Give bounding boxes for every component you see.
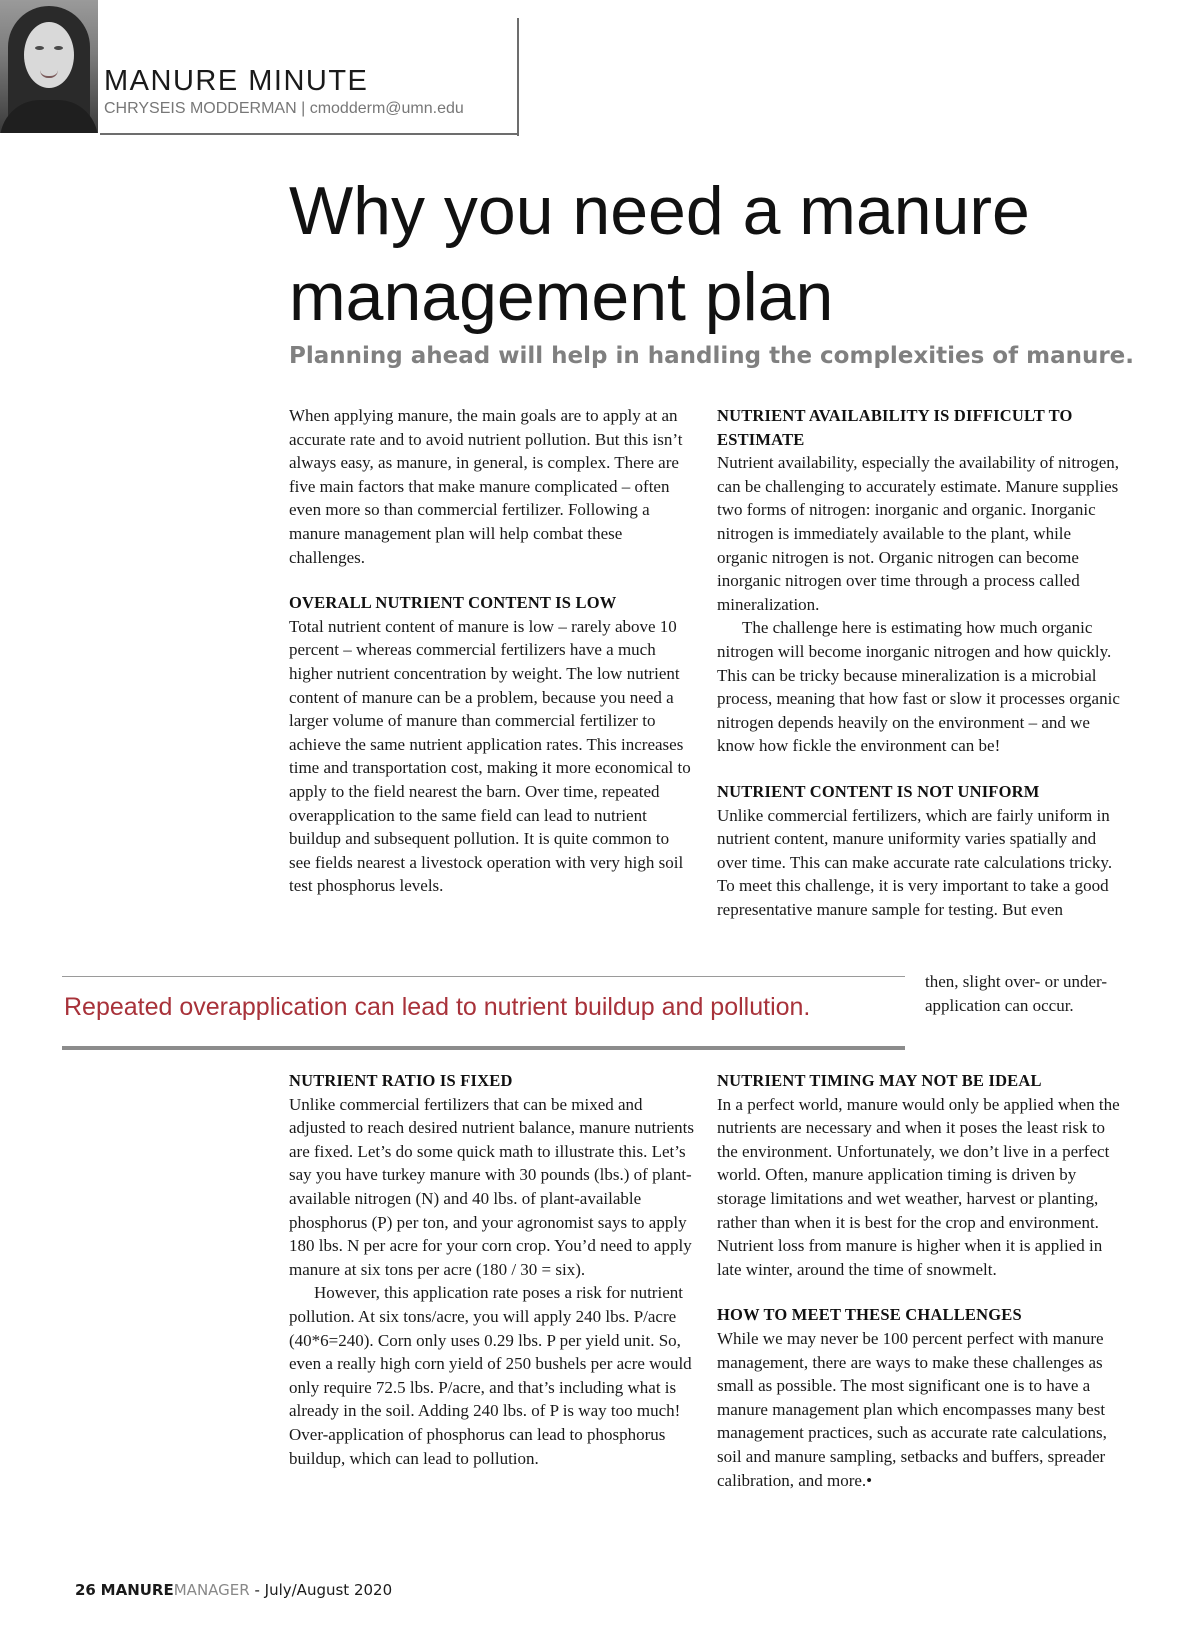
section-body-not-uniform: Unlike commercial fertilizers, which are fairly uniform in nutrient content, manure uniformity varies spatially and over time. This can make accurate rate calculations tricky. To meet this challenge, it is very important to take a good representative manure sample for testing. But even <box>717 805 1113 919</box>
section-body-content-low: Total nutrient content of manure is low – rarely above 10 percent – whereas commercial fertilizers have a much higher nutrient concentration by weight. The low nutrient content of manure can be a problem, because you need a larger volume of manure than commercial fertilizer to achieve the same nutrient application rates. This increases time and transportation cost, making it more economical to apply to the field nearest the barn. Over time, repeated overapplication to the same field can lead to nutrient buildup and subsequent pollution. It is quite common to see fields nearest a livestock operation with very high soil test phosphorus levels. <box>289 616 691 896</box>
pull-quote-rule-top <box>62 976 905 977</box>
section-body-availability-1: Nutrient availability, especially the availability of nitrogen, can be challenging to accurately estimate. Manure supplies two forms of nitrogen: inorganic and organic. Inorganic nitrogen is immediately available to the plant, while organic nitrogen is not. Organic nitrogen can become inorganic nitrogen over time through a process called mineralization. <box>717 453 1120 614</box>
page-number: 26 <box>75 1581 96 1599</box>
section-heading-timing: NUTRIENT TIMING MAY NOT BE IDEAL <box>717 1071 1042 1090</box>
article-deck: Planning ahead will help in handling the complexities of manure. <box>289 343 1135 369</box>
author-email: cmodderm@umn.edu <box>309 100 464 117</box>
section-body-timing: In a perfect world, manure would only be applied when the nutrients are necessary and when it poses the least risk to the environment. Unfortunately, we don’t live in a perfect world. Often, manure application timing is driven by storage limitations and wet weather, harvest or planting, rather than when it is best for the crop and environment. Nutrient loss from manure is higher when it is applied in late winter, around the time of snowmelt. <box>717 1094 1120 1279</box>
page-footer <box>75 1581 392 1599</box>
headline-line-2: management plan <box>289 259 834 335</box>
issue-date: - July/August 2020 <box>254 1581 393 1599</box>
column-name: MANURE MINUTE <box>104 65 369 97</box>
article-headline <box>289 168 1169 340</box>
section-body-not-uniform-tail: then, slight over- or under-application can occur. <box>925 972 1108 1015</box>
column-header <box>0 0 520 135</box>
section-body-ratio-fixed-1: Unlike commercial fertilizers that can be mixed and adjusted to reach desired nutrient balance, manure nutrients are fixed. Let’s do some quick math to illustrate this. Let’s say you have turkey manure with 30 pounds (lbs.) of plant-available nitrogen (N) and 40 lbs. of plant-available phosphorus (P) per ton, and your agronomist says to apply 180 lbs. N per acre for your corn crop. You’d need to apply manure at six tons per acre (180 / 30 = six). <box>289 1094 695 1279</box>
section-heading-ratio-fixed: NUTRIENT RATIO IS FIXED <box>289 1071 513 1090</box>
header-divider-vertical <box>517 18 519 136</box>
headline-line-1: Why you need a manure <box>289 173 1030 249</box>
section-heading-availability: NUTRIENT AVAILABILITY IS DIFFICULT TO ESTIMATE <box>717 406 1073 449</box>
byline-separator: | <box>301 100 306 117</box>
author-name: CHRYSEIS MODDERMAN <box>104 100 297 117</box>
header-divider-horizontal <box>100 133 519 135</box>
author-portrait <box>0 0 98 133</box>
byline <box>104 100 464 118</box>
pull-quote-rule-bottom <box>62 1046 905 1050</box>
body-column-2 <box>717 404 1123 921</box>
section-heading-content-low: OVERALL NUTRIENT CONTENT IS LOW <box>289 593 617 613</box>
section-body-challenges: While we may never be 100 percent perfect with manure management, there are ways to make these challenges as small as possible. The most significant one is to have a manure management plan which encompasses many best management practices, such as accurate rate calculations, soil and manure sampling, setbacks and buffers, spreader calibration, and more.• <box>717 1328 1107 1490</box>
intro-paragraph: When applying manure, the main goals are to apply at an accurate rate and to avoid nutrient pollution. But this isn’t always easy, as manure, in general, is complex. There are five main factors that make manure complicated – often even more so than commercial fertilizer. Following a manure management plan will help combat these challenges. <box>289 406 683 567</box>
magazine-name-part-1: MANURE <box>100 1581 174 1599</box>
body-column-1 <box>289 404 695 898</box>
body-column-4 <box>717 1069 1123 1492</box>
section-heading-not-uniform: NUTRIENT CONTENT IS NOT UNIFORM <box>717 781 1040 801</box>
magazine-name-part-2: MANAGER <box>173 1581 250 1599</box>
pull-quote: Repeated overapplication can lead to nutrient buildup and pollution. <box>64 993 811 1021</box>
section-body-ratio-fixed-2: However, this application rate poses a risk for nutrient pollution. At six tons/acre, you will apply 240 lbs. P/acre (40*6=240). Corn only uses 0.29 lbs. P per yield unit. So, even a really high corn yield of 250 bushels per acre would only require 72.5 lbs. P/acre, and that’s including what is already in the soil. Adding 240 lbs. of P is way too much! Over-application of phosphorus can lead to phosphorus buildup, which can lead to pollution. <box>289 1283 692 1468</box>
body-column-3 <box>289 1069 695 1470</box>
section-heading-challenges: HOW TO MEET THESE CHALLENGES <box>717 1305 1022 1325</box>
section-body-availability-2: The challenge here is estimating how much organic nitrogen will become inorganic nitrogen and how quickly. This can be tricky because mineralization is a microbial process, meaning that how fast or slow it processes organic nitrogen depends heavily on the environment – and we know how fickle the environment can be! <box>717 618 1120 756</box>
